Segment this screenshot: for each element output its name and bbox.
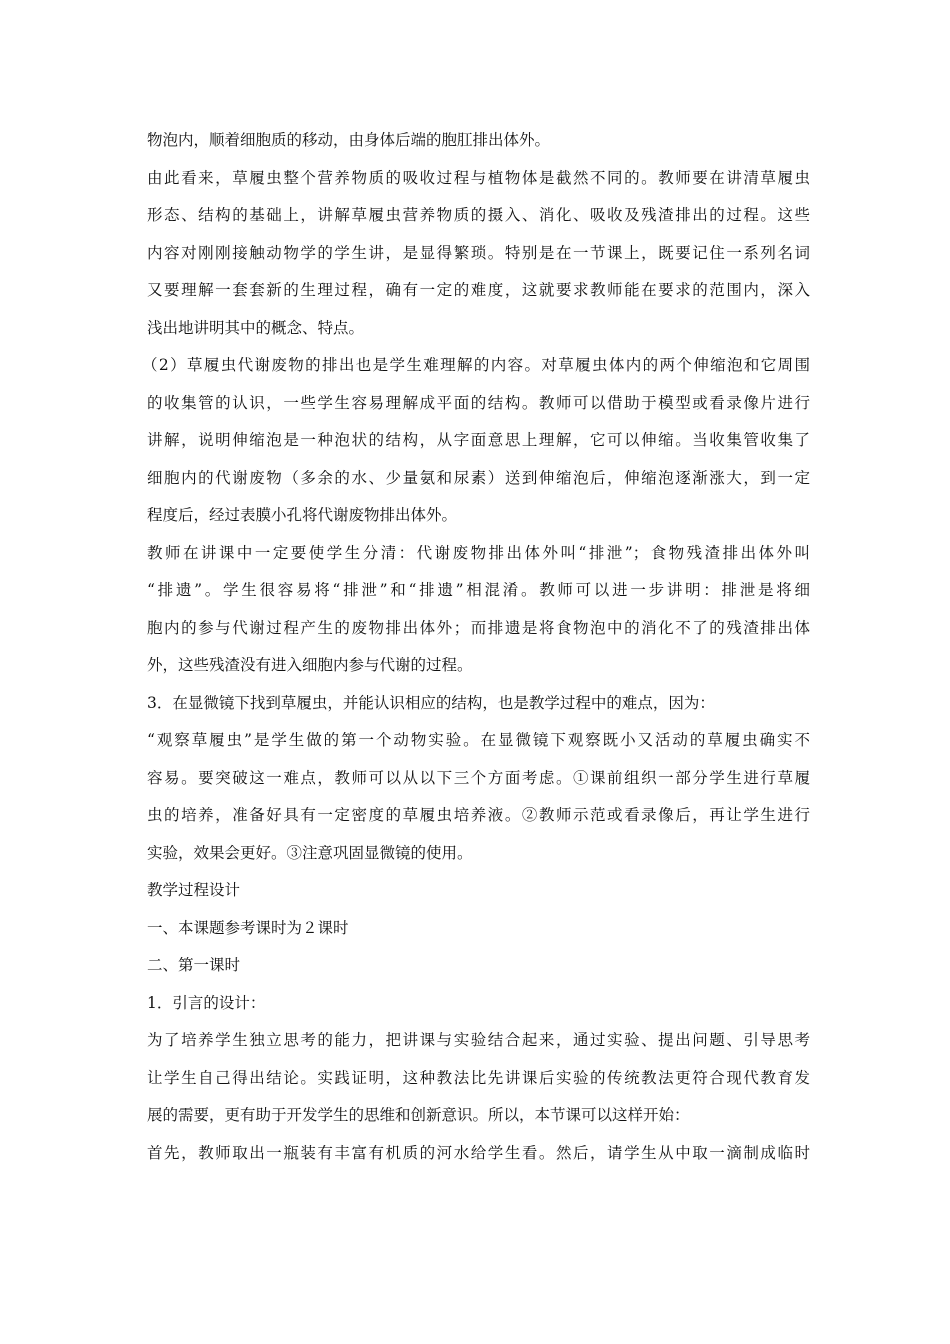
text-line-19: 虫的培养，准备好具有一定密度的草履虫培养液。②教师示范或看录像后，再让学生进行 (147, 806, 810, 824)
text-line-27: 展的需要，更有助于开发学生的思维和创新意识。所以，本节课可以这样开始： (147, 1106, 690, 1124)
text-line-16: 3．在显微镜下找到草履虫，并能认识相应的结构，也是教学过程中的难点，因为： (147, 693, 715, 712)
document-body (142, 122, 810, 1172)
text-line-11: 程度后，经过表膜小孔将代谢废物排出体外。 (147, 506, 458, 524)
text-line-15: 外，这些残渣没有进入细胞内参与代谢的过程。 (147, 656, 473, 674)
text-line-8: 的收集管的认识，一些学生容易理解成平面的结构。教师可以借助于模型或看录像片进行 (147, 393, 810, 412)
text-line-17: “观察草履虫”是学生做的第一个动物实验。在显微镜下观察既小又活动的草履虫确实不 (147, 731, 810, 749)
text-line-6: 浅出地讲明其中的概念、特点。 (147, 318, 365, 337)
text-line-4: 内容对刚刚接触动物学的学生讲，是显得繁琐。特别是在一节课上，既要记住一系列名词 (147, 243, 810, 262)
text-line-22: 一、本课题参考课时为２课时 (147, 918, 349, 937)
text-line-25: 为了培养学生独立思考的能力，把讲课与实验结合起来，通过实验、提出问题、引导思考 (147, 1031, 810, 1049)
text-line-28: 首先，教师取出一瓶装有丰富有机质的河水给学生看。然后，请学生从中取一滴制成临时 (147, 1143, 810, 1162)
text-line-14: 胞内的参与代谢过程产生的废物排出体外；而排遗是将食物泡中的消化不了的残渣排出体 (147, 618, 810, 637)
text-line-20: 实验，效果会更好。③注意巩固显微镜的使用。 (147, 843, 473, 862)
text-line-12: 教师在讲课中一定要使学生分清：代谢废物排出体外叫“排泄”；食物残渣排出体外叫 (147, 543, 810, 562)
text-line-9: 讲解，说明伸缩泡是一种泡状的结构，从字面意思上理解，它可以伸缩。当收集管收集了 (147, 431, 810, 449)
text-line-23: 二、第一课时 (147, 956, 241, 974)
text-line-2: 由此看来，草履虫整个营养物质的吸收过程与植物体是截然不同的。教师要在讲清草履虫 (147, 168, 810, 187)
text-line-5: 又要理解一套套新的生理过程，确有一定的难度，这就要求教师能在要求的范围内，深入 (147, 281, 810, 299)
text-line-10: 细胞内的代谢废物（多余的水、少量氨和尿素）送到伸缩泡后，伸缩泡逐渐涨大，到一定 (147, 468, 810, 487)
text-line-26: 让学生自己得出结论。实践证明，这种教法比先讲课后实验的传统教法更符合现代教育发 (147, 1068, 810, 1087)
text-line-1: 物泡内，顺着细胞质的移动，由身体后端的胞肛排出体外。 (147, 131, 551, 149)
text-line-3: 形态、结构的基础上，讲解草履虫营养物质的摄入、消化、吸收及残渣排出的过程。这些 (147, 206, 810, 224)
section-heading: 教学过程设计 (147, 881, 241, 899)
text-line-24: 1．引言的设计： (147, 993, 266, 1012)
text-line-13: “排遗”。学生很容易将“排泄”和“排遗”相混淆。教师可以进一步讲明：排泄是将细 (147, 581, 810, 599)
text-line-18: 容易。要突破这一难点，教师可以从以下三个方面考虑。①课前组织一部分学生进行草履 (147, 768, 810, 787)
text-line-7: （2）草履虫代谢废物的排出也是学生难理解的内容。对草履虫体内的两个伸缩泡和它周围 (142, 356, 810, 374)
